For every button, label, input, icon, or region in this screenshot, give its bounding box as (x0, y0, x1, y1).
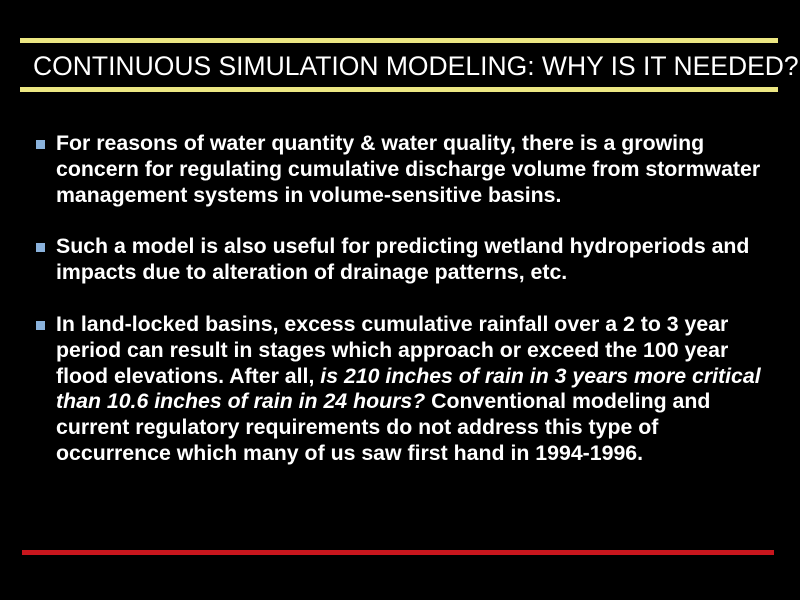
square-bullet-icon (36, 140, 45, 149)
bullet-item (35, 312, 775, 467)
bullet-text: Such a model is also useful for predicting wetland hydroperiods and impacts due to alteration of drainage patterns, etc. (56, 234, 750, 285)
title-bottom-rule (20, 87, 778, 92)
bullet-list (35, 131, 775, 493)
bullet-text-after: Conventional modeling and current regulatory requirements do not address this type of occurrence which many of us saw first hand in 1994-1996. (56, 389, 711, 465)
title-top-rule (20, 38, 778, 43)
bullet-text: For reasons of water quantity & water quality, there is a growing concern for regulating cumulative discharge volume from stormwater management systems in volume-sensitive basins. (56, 131, 761, 207)
bullet-item (35, 234, 775, 286)
square-bullet-icon (36, 321, 45, 330)
footer-rule (22, 550, 774, 555)
bullet-text-emphasis: is 210 inches of rain in 3 years more critical than 10.6 inches of rain in 24 hours? (56, 363, 761, 414)
bullet-text-before: In land-locked basins, excess cumulative rainfall over a 2 to 3 year period can result in stages which approach or exceed the 100 year flood elevations. After all, (56, 311, 729, 388)
slide-title: CONTINUOUS SIMULATION MODELING: WHY IS IT NEEDED? (33, 51, 799, 81)
square-bullet-icon (36, 243, 45, 252)
bullet-item (35, 131, 775, 208)
